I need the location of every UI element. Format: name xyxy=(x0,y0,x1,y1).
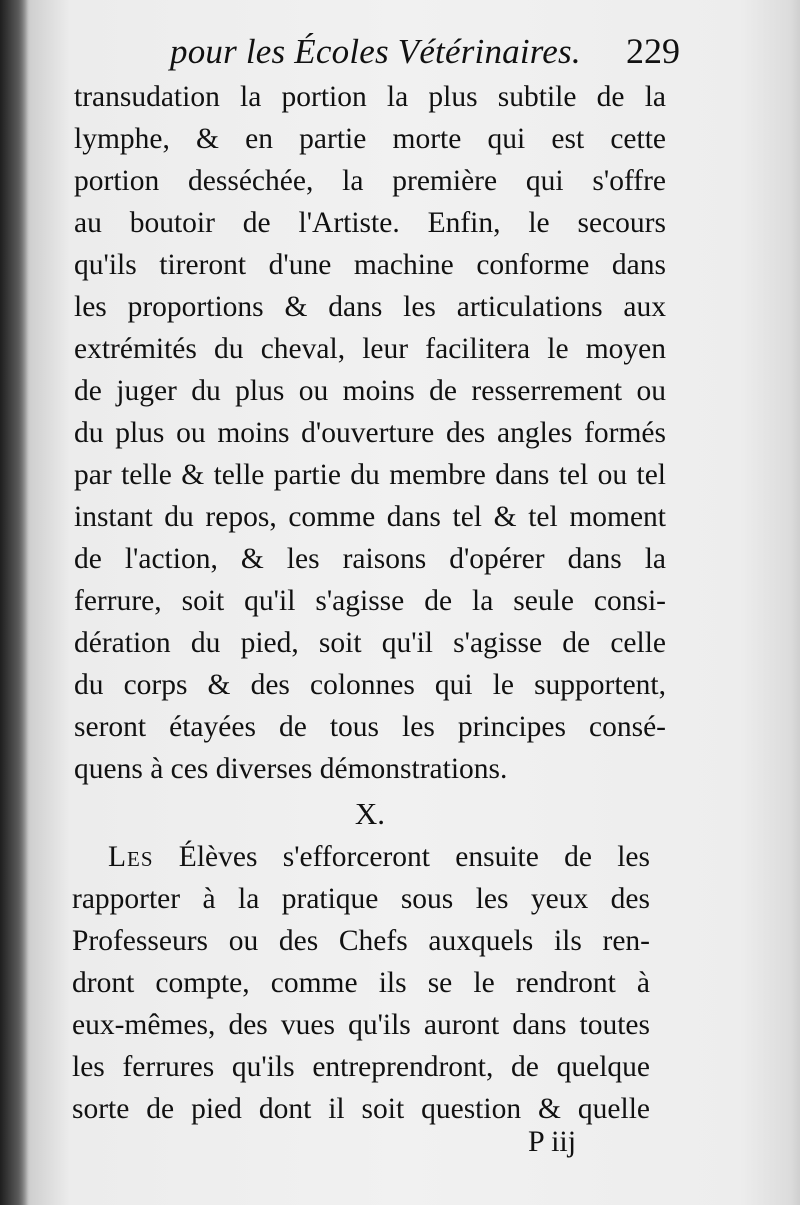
text-line: par telle & telle partie du membre dans tel ou tel xyxy=(74,459,666,491)
lead-line-rest: Élèves s'efforceront ensuite de les xyxy=(153,841,650,873)
text-line: lymphe, & en partie morte qui est cette xyxy=(74,123,666,155)
text-line: dération du pied, soit qu'il s'agisse de celle xyxy=(74,627,666,659)
text-line: du plus ou moins d'ouverture des angles formés xyxy=(74,417,666,449)
body-paragraph-continued xyxy=(74,76,666,790)
text-line: rapporter à la pratique sous les yeux des xyxy=(72,883,650,915)
running-title: pour les Écoles Vétérinaires. xyxy=(170,32,581,71)
page-header xyxy=(170,28,680,78)
text-line: instant du repos, comme dans tel & tel moment xyxy=(74,501,666,533)
text-line: Professeurs ou des Chefs auxquels ils ren- xyxy=(72,925,650,957)
signature-mark: P iij xyxy=(528,1125,577,1158)
text-line: ferrure, soit qu'il s'agisse de la seule consi- xyxy=(74,585,666,617)
text-line-last: quens à ces diverses démonstrations. xyxy=(74,753,508,785)
section-heading: X. xyxy=(354,796,386,831)
text-line: seront étayées de tous les principes consé- xyxy=(74,711,666,743)
text-line: de juger du plus ou moins de resserrement ou xyxy=(74,375,666,407)
text-line: qu'ils tireront d'une machine conforme dans xyxy=(74,249,666,281)
text-line: au boutoir de l'Artiste. Enfin, le secours xyxy=(74,207,666,239)
text-line: dront compte, comme ils se le rendront à xyxy=(72,967,650,999)
text-line: de l'action, & les raisons d'opérer dans la xyxy=(74,543,666,575)
text-line: transudation la portion la plus subtile de la xyxy=(74,81,666,113)
lead-word: Les xyxy=(108,841,154,873)
text-line: portion desséchée, la première qui s'offre xyxy=(74,165,666,197)
text-line: sorte de pied dont il soit question & quelle xyxy=(72,1093,650,1125)
page-number: 229 xyxy=(626,31,680,71)
text-line: du corps & des colonnes qui le supportent, xyxy=(74,669,666,701)
text-line: eux-mêmes, des vues qu'ils auront dans toutes xyxy=(72,1009,650,1041)
text-line: extrémités du cheval, leur facilitera le moyen xyxy=(74,333,666,365)
section-paragraph xyxy=(72,836,650,1130)
text-line: les ferrures qu'ils entreprendront, de quelque xyxy=(72,1051,650,1083)
text-line: les proportions & dans les articulations aux xyxy=(74,291,666,323)
text-line-first xyxy=(72,836,650,878)
